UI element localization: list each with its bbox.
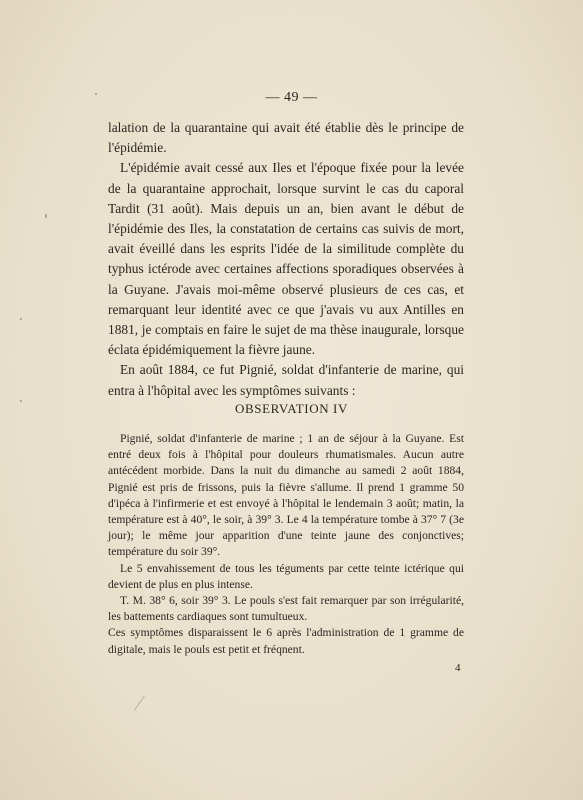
paper-scratch [134, 695, 145, 710]
page-number: — 49 — [265, 90, 318, 105]
observation-paragraph: Pignié, soldat d'infanterie de marine ; 1 an de séjour à la Guyane. Est entré deux fois à l'hôpital pour douleurs rhumatismales. Aucun autre antécédent morbide. Dans la nuit du dimanche au samedi 2 août 1884, Pignié est pris de frissons, puis la fièvre s'allume. Il prend 1 gramme 50 d'ipéca à l'infirmerie et est envoyé à l'hôpital le lendemain 3 août; matin, la température est à 40°, le soir, à 39° 3. Le 4 la température tombe à 37° 7 (3e jour); le même jour apparition d'une teinte jaune des conjonctives; température du soir 39°. [108, 432, 464, 559]
main-text [108, 118, 464, 401]
paper-speck [45, 214, 47, 218]
observation-title: OBSERVATION IV [235, 401, 348, 416]
observation-paragraph: T. M. 38° 6, soir 39° 3. Le pouls s'est fait remarquer par son irrégularité, les battements cardiaques sont tumultueux. [108, 594, 464, 624]
paper-speck [20, 318, 22, 320]
paper-speck [20, 400, 22, 402]
observation-paragraph: Le 5 envahissement de tous les téguments par cette teinte ictérique qui devient de plus en plus intense. [108, 561, 464, 591]
paragraph: En août 1884, ce fut Pignié, soldat d'infanterie de marine, qui entra à l'hôpital avec les symptômes suivants : [108, 362, 464, 398]
signature-mark: 4 [455, 662, 461, 674]
observation-text [108, 431, 464, 658]
paragraph: lalation de la quarantaine qui avait été établie dès le principe de l'épidémie. [108, 120, 464, 156]
paragraph: L'épidémie avait cessé aux Iles et l'époque fixée pour la levée de la quarantaine approchait, lorsque survint le cas du caporal Tardit (31 août). Mais depuis un an, bien avant le début de l'épidémie des Iles, la constatation de certains cas suivis de mort, avait éveillé dans les esprits l'idée de la similitude complète du typhus ictérode avec certaines affections sporadiques observées à la Guyane. J'avais moi-même observé plusieurs de ces cas, et remarquant leur identité avec ce que j'avais vu aux Antilles en 1881, je comptais en faire le sujet de ma thèse inaugurale, lorsque éclata épidémiquement la fièvre jaune. [108, 160, 464, 358]
paper-speck [95, 93, 97, 95]
observation-paragraph: Ces symptômes disparaissent le 6 après l'administration de 1 gramme de digitale, mais le pouls est petit et fréqnent. [108, 626, 464, 656]
